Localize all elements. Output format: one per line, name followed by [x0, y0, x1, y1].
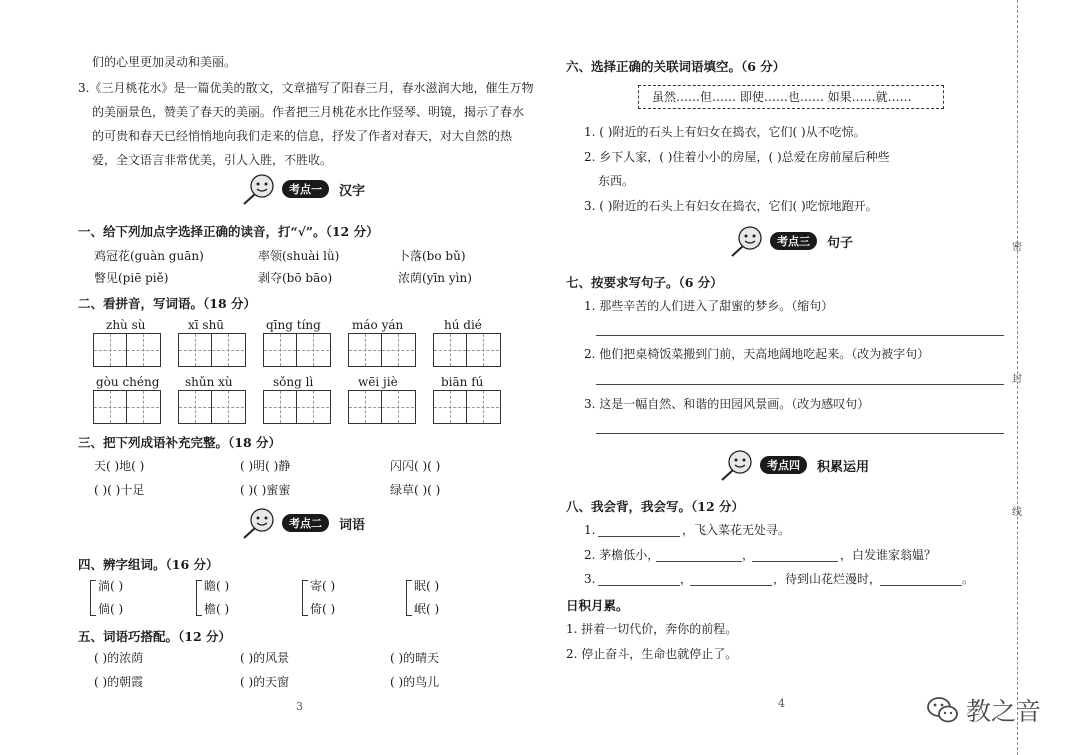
smiley-pen-icon [718, 448, 756, 482]
q8-item2-prefix: 2. 茅檐低小， [584, 548, 660, 562]
item3-line1: 3.《三月桃花水》是一篇优美的散文，文章描写了阳春三月，春水滋润大地，催生万物 [78, 81, 534, 95]
q3-item[interactable]: 绿草( )( ) [390, 483, 441, 497]
q5-item[interactable]: ( )的鸟儿 [390, 675, 440, 689]
q5-item[interactable]: ( )的天窗 [240, 675, 290, 689]
smiley-pen-icon [728, 224, 766, 258]
q7-item: 2. 他们把桌椅饭菜搬到门前，天高地阔地吃起来。（改为被字句） [584, 347, 930, 361]
writing-grid[interactable] [348, 390, 416, 424]
q5-item[interactable]: ( )的浓荫 [94, 651, 144, 665]
q7-item: 3. 这是一幅自然、和谐的田园风景画。（改为感叹句） [584, 397, 870, 411]
q4-item[interactable]: 檐( ) [204, 602, 230, 616]
section-header-juzi [728, 224, 853, 258]
q4-item[interactable]: 倘( ) [98, 602, 124, 616]
blank-line[interactable] [690, 585, 772, 586]
q8-item3-mid: ，待到山花烂漫时， [773, 572, 882, 586]
brace [90, 580, 96, 616]
q6-item[interactable]: 3. ( )附近的石头上有妇女在捣衣，它们( )吃惊地跑开。 [584, 199, 878, 213]
section-label: 积累运用 [817, 459, 870, 475]
smiley-pen-icon [240, 172, 278, 206]
q4-item[interactable]: 淌( ) [98, 579, 124, 593]
section-header-hanzi [240, 172, 365, 206]
writing-grid[interactable] [433, 333, 501, 367]
writing-grid[interactable] [348, 333, 416, 367]
answer-line[interactable] [596, 433, 1004, 434]
margin-char-mi: 密 [1012, 242, 1022, 253]
q7-title: 七、按要求写句子。（6 分） [566, 275, 723, 290]
q8-num: 1. [584, 523, 596, 537]
section-label: 汉字 [339, 183, 366, 199]
q4-item[interactable]: 岷( ) [414, 602, 440, 616]
writing-grid[interactable] [263, 390, 331, 424]
q5-item[interactable]: ( )的风景 [240, 651, 290, 665]
item3-line4: 爱，全文语言非常优美，引人入胜，不胜收。 [92, 153, 333, 167]
daily-item: 2. 停止奋斗，生命也就停止了。 [566, 647, 738, 661]
blank-line[interactable] [656, 561, 742, 562]
daily-title: 日积月累。 [566, 598, 629, 613]
q2-pinyin: shǔn xù [185, 375, 233, 389]
section-header-ciyu [240, 506, 365, 540]
section-label: 词语 [339, 517, 366, 533]
blank-line[interactable] [598, 536, 680, 537]
q8-item2-suffix: ，白发谁家翁媪？ [840, 548, 937, 562]
item3-line3: 的可贵和春天已经悄悄地向我们走来的信息，抒发了作者对春天，对大自然的热 [92, 129, 513, 143]
q2-pinyin: sǒng lì [273, 375, 314, 389]
brace [196, 580, 202, 616]
item3-line2: 的美丽景色，赞美了春天的美丽。作者把三月桃花水比作竖琴、明镜，揭示了春水 [92, 105, 525, 119]
q3-item[interactable]: 天( )地( ) [94, 459, 145, 473]
writing-grid[interactable] [178, 333, 246, 367]
q5-title: 五、词语巧搭配。（12 分） [78, 629, 231, 644]
q7-item: 1. 那些辛苦的人们进入了甜蜜的梦乡。（缩句） [584, 299, 834, 313]
q3-item[interactable]: ( )( )十足 [94, 483, 145, 497]
page-number: 3 [296, 700, 303, 713]
q5-item[interactable]: ( )的朝霞 [94, 675, 144, 689]
smiley-pen-icon [240, 506, 278, 540]
q3-item[interactable]: 闪闪( )( ) [390, 459, 441, 473]
q4-item[interactable]: 寄( ) [310, 579, 336, 593]
wechat-icon [926, 695, 960, 725]
blank-line[interactable] [598, 585, 680, 586]
section-header-jilei [718, 448, 869, 482]
q4-item[interactable]: 眠( ) [414, 579, 440, 593]
intro-line: 们的心里更加灵动和美丽。 [92, 55, 237, 69]
q1-item: 卜落(bo bǔ) [398, 249, 466, 263]
q2-pinyin: xī shū [188, 318, 225, 332]
q5-item[interactable]: ( )的晴天 [390, 651, 440, 665]
writing-grid[interactable] [433, 390, 501, 424]
writing-grid[interactable] [263, 333, 331, 367]
q6-item[interactable]: 1. ( )附近的石头上有妇女在捣衣，它们( )从不吃惊。 [584, 125, 866, 139]
daily-item: 1. 拼着一切代价，奔你的前程。 [566, 622, 738, 636]
q1-item: 率领(shuài lǜ) [258, 249, 340, 263]
q8-title: 八、我会背，我会写。（12 分） [566, 499, 744, 514]
margin-char-xian: 线 [1012, 507, 1022, 518]
q2-title: 二、看拼音，写词语。（18 分） [78, 296, 256, 311]
writing-grid[interactable] [178, 390, 246, 424]
margin-char-feng: 封 [1012, 374, 1022, 385]
q8-item1: ，飞入菜花无处寻。 [682, 523, 791, 537]
comma: ， [680, 572, 693, 586]
q1-item: 鸡冠花(guàn guān) [94, 249, 204, 263]
q1-item: 瞥见(piē piě) [94, 271, 169, 285]
watermark-text: 教之音 [966, 697, 1042, 726]
section-badge: 考点二 [282, 514, 329, 532]
answer-line[interactable] [596, 335, 1004, 336]
q4-item[interactable]: 瞻( ) [204, 579, 230, 593]
section-badge: 考点三 [770, 232, 817, 250]
brace [406, 580, 412, 616]
section-badge: 考点四 [760, 456, 807, 474]
page-number: 4 [778, 697, 785, 710]
q2-pinyin: gòu chéng [96, 375, 160, 389]
q6-title: 六、选择正确的关联词语填空。（6 分） [566, 59, 786, 74]
q4-title: 四、辨字组词。（16 分） [78, 557, 219, 572]
blank-line[interactable] [880, 585, 962, 586]
q8-num: 3. [584, 572, 596, 586]
q2-pinyin: máo yán [352, 318, 404, 332]
watermark [926, 692, 1041, 728]
q4-item[interactable]: 倚( ) [310, 602, 336, 616]
q3-item[interactable]: ( )( )蜜蜜 [240, 483, 291, 497]
comma: ， [742, 548, 755, 562]
blank-line[interactable] [752, 561, 838, 562]
q8-item3-end: 。 [962, 572, 975, 586]
q6-item[interactable]: 2. 乡下人家，( )住着小小的房屋，( )总爱在房前屋后种些 [584, 150, 890, 164]
writing-grid[interactable] [93, 333, 161, 367]
q2-pinyin: biān fú [441, 375, 484, 389]
q2-pinyin: wēi jiè [358, 375, 398, 389]
q3-title: 三、把下列成语补充完整。（18 分） [78, 435, 281, 450]
q2-pinyin: zhù sù [106, 318, 146, 332]
q2-pinyin: qīng tíng [266, 318, 321, 332]
q2-pinyin: hú dié [444, 318, 482, 332]
q1-item: 浓荫(yīn yìn) [398, 271, 472, 285]
answer-line[interactable] [596, 384, 1004, 385]
q3-item[interactable]: ( )明( )静 [240, 459, 291, 473]
writing-grid[interactable] [93, 390, 161, 424]
q6-options: 虽然……但…… 即使……也…… 如果……就…… [652, 90, 912, 104]
q1-title: 一、给下列加点字选择正确的读音，打“√”。（12 分） [78, 224, 379, 239]
q6-item: 东西。 [598, 174, 635, 188]
q1-item: 剥夺(bō bāo) [258, 271, 333, 285]
brace [302, 580, 308, 616]
section-badge: 考点一 [282, 180, 329, 198]
section-label: 句子 [827, 235, 854, 251]
